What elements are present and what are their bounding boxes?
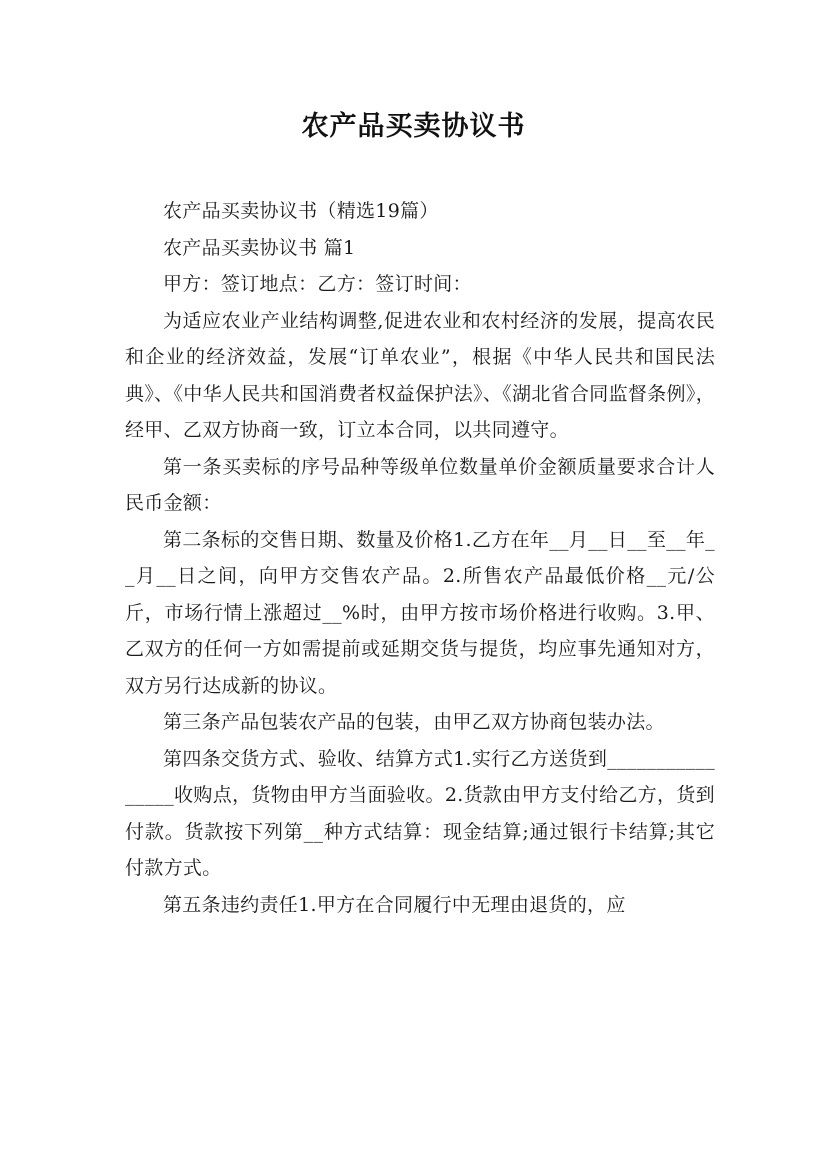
paragraph-article-4: 第四条交货方式、验收、结算方式1.实行乙方送货到________________收购点，货物由甲方当面验收。2.货款由甲方支付给乙方，货到付款。货款按下列第__种方式结算：现金结算;通过银行卡结算;其它付款方式。: [125, 747, 715, 879]
paragraph-article-3: 第三条产品包装农产品的包装，由甲乙双方协商包装办法。: [163, 711, 665, 733]
document-body: [125, 193, 715, 923]
paragraph-section-heading: 农产品买卖协议书 篇1: [163, 236, 356, 259]
paragraph-parties: 甲方：签订地点：乙方：签订时间：: [163, 273, 472, 295]
paragraph-article-5: 第五条违约责任1.甲方在合同履行中无理由退货的，应: [163, 893, 626, 916]
paragraph-article-1: 第一条买卖标的序号品种等级单位数量单价金额质量要求合计人民币金额：: [125, 455, 715, 514]
paragraph-subtitle: 农产品买卖协议书（精选19篇）: [163, 200, 439, 222]
paragraph-article-2: 第二条标的交售日期、数量及价格1.乙方在年__月__日__至__年__月__日之间，向甲方交售农产品。2.所售农产品最低价格__元/公斤，市场行情上涨超过__%时，由甲方按市场价格进行收购。3.甲、乙双方的任何一方如需提前或延期交货与提货，均应事先通知对方，双方另行达成新的协议。: [125, 528, 715, 697]
paragraph-preamble: 为适应农业产业结构调整,促进农业和农村经济的发展，提高农民和企业的经济效益，发展“订单农业”，根据《中华人民共和国民法典》、《中华人民共和国消费者权益保护法》、《湖北省合同监督条例》，经甲、乙双方协商一致，订立本合同，以共同遵守。: [125, 309, 715, 441]
document-title: 农产品买卖协议书: [301, 111, 526, 142]
